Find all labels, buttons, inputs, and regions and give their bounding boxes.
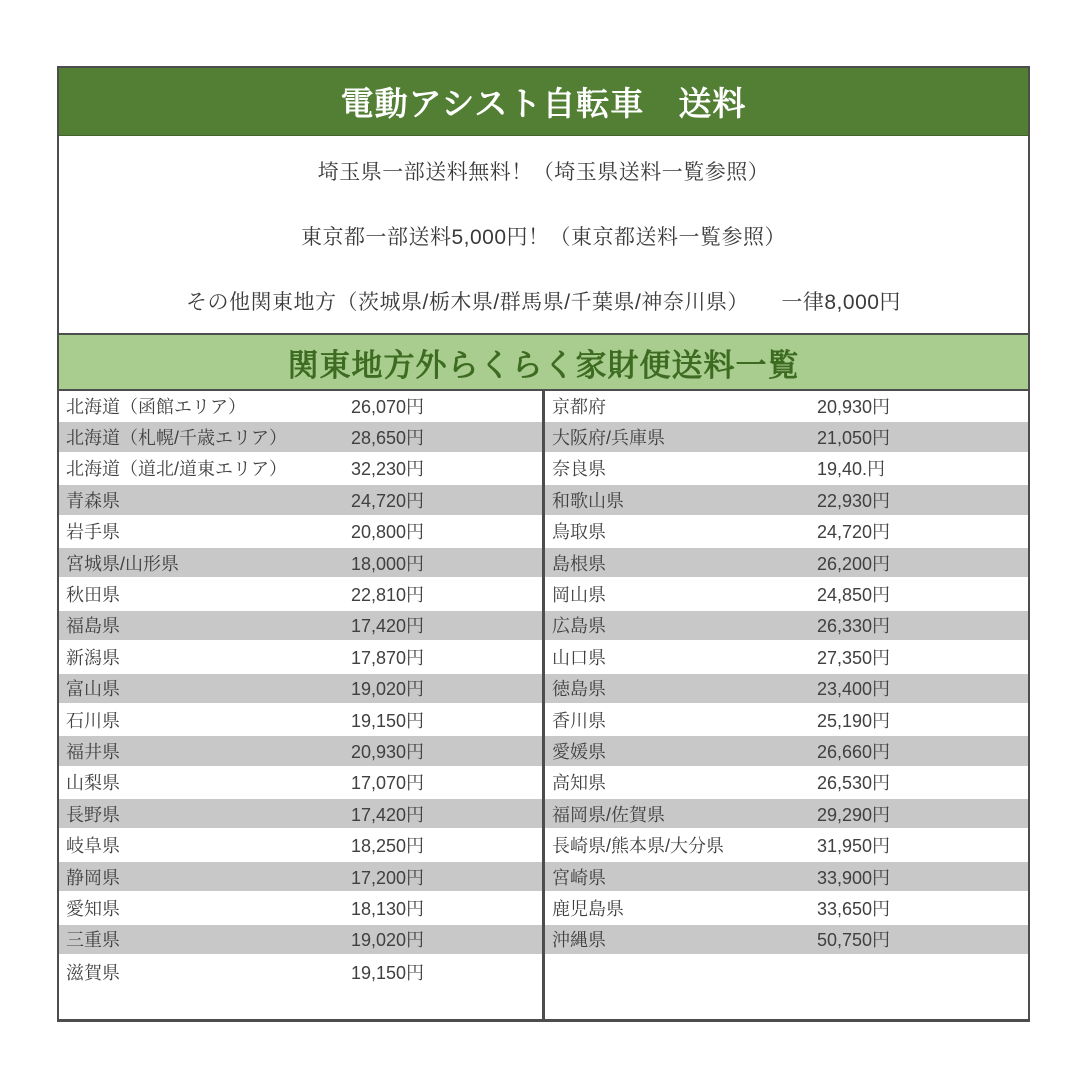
region-cell: 香川県 [552,710,606,731]
region-cell: 秋田県 [66,585,120,606]
region-cell: 徳島県 [552,679,606,700]
table-row [545,925,1028,956]
price-cell: 19,020円 [351,930,425,951]
table-row [59,485,542,516]
region-cell: 新潟県 [66,647,120,668]
region-cell: 岐阜県 [66,836,120,857]
table-header-bar [59,333,1028,391]
region-cell: 和歌山県 [552,490,624,511]
region-cell: 愛知県 [66,898,120,919]
price-cell: 29,290円 [817,804,891,825]
region-cell: 福島県 [66,616,120,637]
price-cell: 22,930円 [817,490,891,511]
region-cell: 滋賀県 [66,962,120,983]
content-panel [57,66,1030,1022]
price-cell: 18,000円 [351,553,425,574]
region-cell: 京都府 [552,396,606,417]
region-cell: 富山県 [66,679,120,700]
price-cell: 17,420円 [351,804,425,825]
price-cell: 28,650円 [351,428,425,449]
price-cell: 19,40.円 [817,459,886,480]
table-row [59,736,542,767]
table-row [545,736,1028,767]
notice-other-kanto: その他関東地方（茨城県/栃木県/群馬県/千葉県/神奈川県） 一律8,000円 [186,290,901,314]
table-row [545,517,1028,548]
price-cell: 21,050円 [817,428,891,449]
price-cell: 25,190円 [817,710,891,731]
table-row [545,454,1028,485]
price-cell: 31,950円 [817,836,891,857]
region-cell: 山口県 [552,647,606,668]
price-cell: 32,230円 [351,459,425,480]
region-cell: 広島県 [552,616,606,637]
price-cell: 19,150円 [351,962,425,983]
region-cell: 鳥取県 [552,522,606,543]
table-row [59,548,542,579]
table-row [545,705,1028,736]
region-cell: 沖縄県 [552,930,606,951]
price-cell: 33,650円 [817,898,891,919]
table-row [59,391,542,422]
table-row [545,674,1028,705]
region-cell: 青森県 [66,490,120,511]
table-row [545,422,1028,453]
table-row [59,674,542,705]
region-cell: 長野県 [66,804,120,825]
price-cell: 26,660円 [817,741,891,762]
region-cell: 福井県 [66,741,120,762]
region-cell: 石川県 [66,710,120,731]
table-row [545,611,1028,642]
price-cell: 17,420円 [351,616,425,637]
price-cell: 17,200円 [351,867,425,888]
price-cell: 33,900円 [817,867,891,888]
region-cell: 福岡県/佐賀県 [552,804,666,825]
table-row [59,422,542,453]
table-row [59,768,542,799]
page-title: 電動アシスト自転車 送料 [340,85,747,122]
table-row [59,925,542,956]
price-cell: 50,750円 [817,930,891,951]
table-row [59,799,542,830]
region-cell: 北海道（札幌/千歳エリア） [66,428,287,449]
price-cell: 26,330円 [817,616,891,637]
price-cell: 24,850円 [817,585,891,606]
price-cell: 26,200円 [817,553,891,574]
table-row [59,579,542,610]
notice-saitama: 埼玉県一部送料無料！（埼玉県送料一覧参照） [317,160,770,184]
region-cell: 山梨県 [66,773,120,794]
price-cell: 18,130円 [351,898,425,919]
price-cell: 20,800円 [351,522,425,543]
price-cell: 26,070円 [351,396,425,417]
price-cell: 20,930円 [351,741,425,762]
region-cell: 岩手県 [66,522,120,543]
table-row [545,485,1028,516]
table-row [545,768,1028,799]
table-row [59,956,542,987]
price-cell: 22,810円 [351,585,425,606]
region-cell: 北海道（道北/道東エリア） [66,459,287,480]
table-title: 関東地方外らくらく家財便送料一覧 [287,347,800,383]
region-cell: 宮崎県 [552,867,606,888]
price-cell: 19,020円 [351,679,425,700]
price-cell: 27,350円 [817,647,891,668]
table-row [545,830,1028,861]
region-cell: 北海道（函館エリア） [66,396,246,417]
table-row [59,705,542,736]
fee-table-right-column [542,391,1028,1019]
region-cell: 奈良県 [552,459,606,480]
price-cell: 17,870円 [351,647,425,668]
table-row [545,862,1028,893]
region-cell: 高知県 [552,773,606,794]
fee-table [59,391,1028,1019]
notice-tokyo: 東京都一部送料5,000円！（東京都送料一覧参照） [300,225,787,249]
table-row [59,454,542,485]
notice-section [59,136,1028,333]
region-cell: 岡山県 [552,585,606,606]
price-cell: 24,720円 [817,522,891,543]
table-row [59,611,542,642]
price-cell: 19,150円 [351,710,425,731]
table-row [545,391,1028,422]
region-cell: 三重県 [66,930,120,951]
region-cell: 宮城県/山形県 [66,553,180,574]
table-row [59,517,542,548]
table-row [545,893,1028,924]
region-cell: 静岡県 [66,867,120,888]
table-row [545,579,1028,610]
table-row [545,956,1028,987]
price-cell: 24,720円 [351,490,425,511]
region-cell: 大阪府/兵庫県 [552,428,666,449]
main-header-bar [59,68,1028,136]
table-row [59,642,542,673]
price-cell: 23,400円 [817,679,891,700]
table-row [545,799,1028,830]
table-row [545,642,1028,673]
region-cell: 島根県 [552,553,606,574]
table-row [59,830,542,861]
table-row [59,893,542,924]
fee-table-left-column [59,391,542,1019]
region-cell: 長崎県/熊本県/大分県 [552,836,725,857]
region-cell: 愛媛県 [552,741,606,762]
price-cell: 17,070円 [351,773,425,794]
price-cell: 18,250円 [351,836,425,857]
table-row [59,862,542,893]
table-row [545,548,1028,579]
region-cell: 鹿児島県 [552,898,624,919]
price-cell: 26,530円 [817,773,891,794]
price-cell: 20,930円 [817,396,891,417]
